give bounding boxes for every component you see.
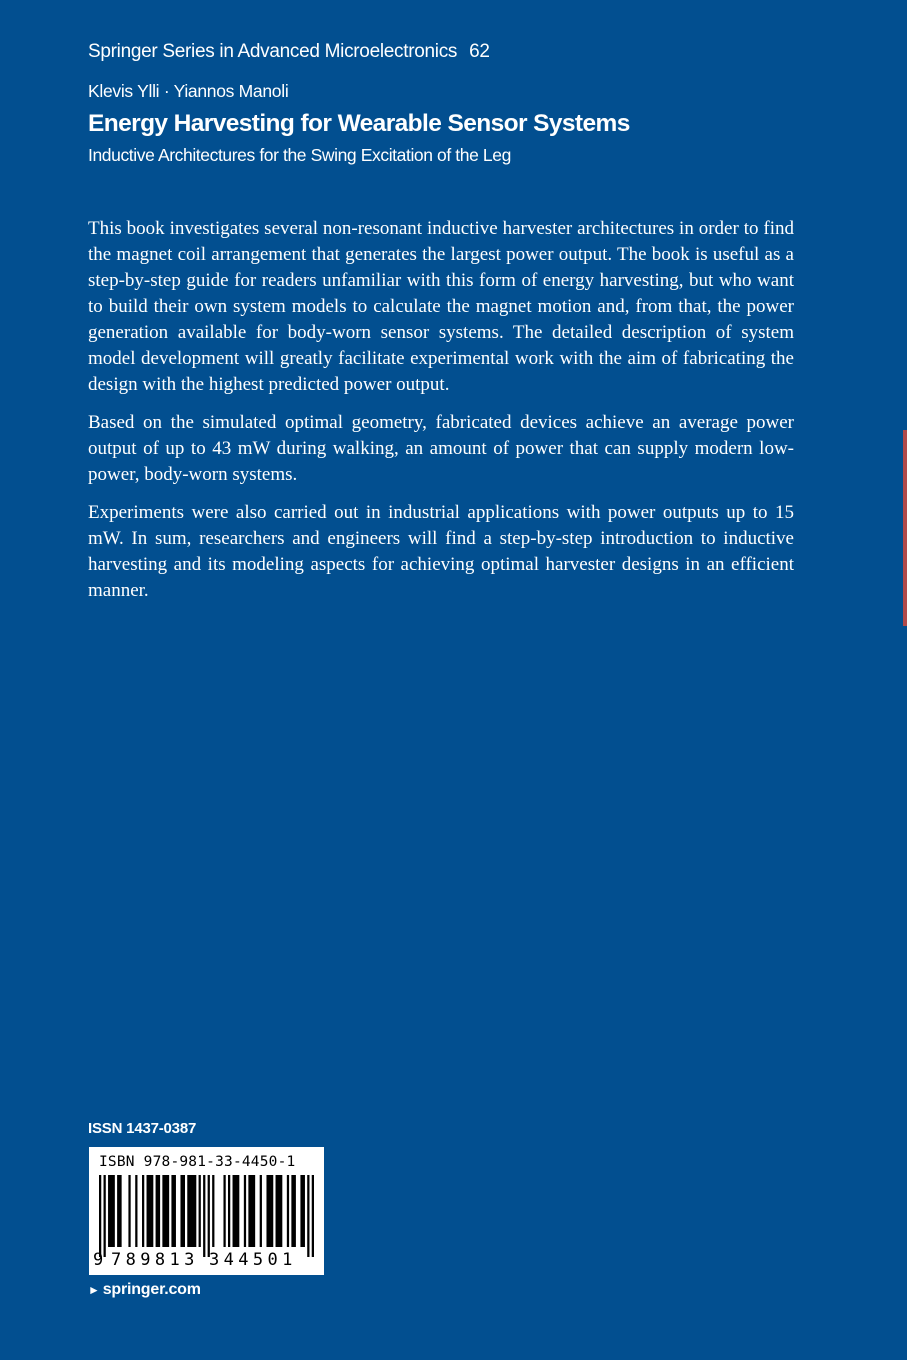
barcode-bar [307,1175,309,1257]
isbn: ISBN 978-981-33-4450-1 [99,1154,296,1170]
description-paragraph: This book investigates several non-resonant inductive harvester architectures in order to find the magnet coil arrangement that generates the largest power output. The book is useful as a step-by-step guide for readers unfamiliar with this form of energy harvesting, but who want to build their own system models to calculate the magnet motion and, from that, the power generation available for body-worn sensor systems. The detailed description of system model development will greatly facilitate experimental work with the aim of fabricating the design with the highest predicted power output. [88,218,794,395]
barcode-bar [99,1175,101,1257]
ean-group-1: 789813 [111,1250,199,1270]
description-paragraph: Based on the simulated optimal geometry, fabricated devices achieve an average power output of up to 43 mW during walking, an amount of power that can supply modern low-power, body-worn systems. [88,412,794,485]
barcode-bar [108,1175,115,1247]
barcode-bar [266,1175,273,1247]
barcode-image [99,1175,314,1257]
authors: Klevis Ylli · Yiannos Manoli [88,81,289,101]
barcode-bar [300,1175,305,1247]
barcode-bar [104,1175,106,1257]
series-name: Springer Series in Advanced Microelectronics [88,41,458,62]
barcode-bar [171,1175,176,1247]
barcode-bar [248,1175,255,1247]
ean-digits [93,1250,297,1270]
spine-accent-bar [903,430,907,626]
barcode-bar [199,1175,201,1247]
barcode-bar [223,1175,225,1247]
barcode-bar [128,1175,130,1247]
website-text: springer.com [102,1281,201,1298]
barcode-bar [244,1175,246,1247]
barcode-bar [291,1175,296,1247]
barcode-bar [147,1175,154,1247]
barcode-bar [117,1175,122,1247]
series-line [88,41,490,63]
barcode-bar [212,1175,214,1247]
barcode-bar [135,1175,137,1247]
series-number: 62 [469,41,490,62]
issn: ISSN 1437-0387 [88,1120,197,1137]
description-paragraph: Experiments were also carried out in industrial applications with power outputs up to 15 mW. In sum, researchers and engineers will find a step-by-step introduction to inductive harvesting and its modeling aspects for achieving optimal harvester designs in an efficient manner. [88,502,794,601]
barcode-bar [208,1175,210,1257]
barcode-bar [156,1175,161,1247]
barcode-bar [142,1175,144,1247]
barcode-box [89,1147,324,1275]
barcode-bar [162,1175,169,1247]
ean-first-digit: 9 [93,1250,104,1270]
book-subtitle: Inductive Architectures for the Swing Excitation of the Leg [88,145,511,165]
barcode-bar [203,1175,205,1257]
barcode-bar [276,1175,283,1247]
barcode-bar [287,1175,289,1247]
description [88,216,794,616]
arrow-right-icon: ► [88,1283,100,1297]
website-link[interactable] [88,1281,201,1299]
barcode-bar [233,1175,240,1247]
book-title: Energy Harvesting for Wearable Sensor Systems [88,110,630,137]
barcode-bar [312,1175,314,1257]
barcode-bar [260,1175,262,1247]
barcode-bar [228,1175,230,1247]
ean-group-2: 344501 [209,1250,297,1270]
barcode-bar [180,1175,185,1247]
barcode-bar [187,1175,196,1247]
